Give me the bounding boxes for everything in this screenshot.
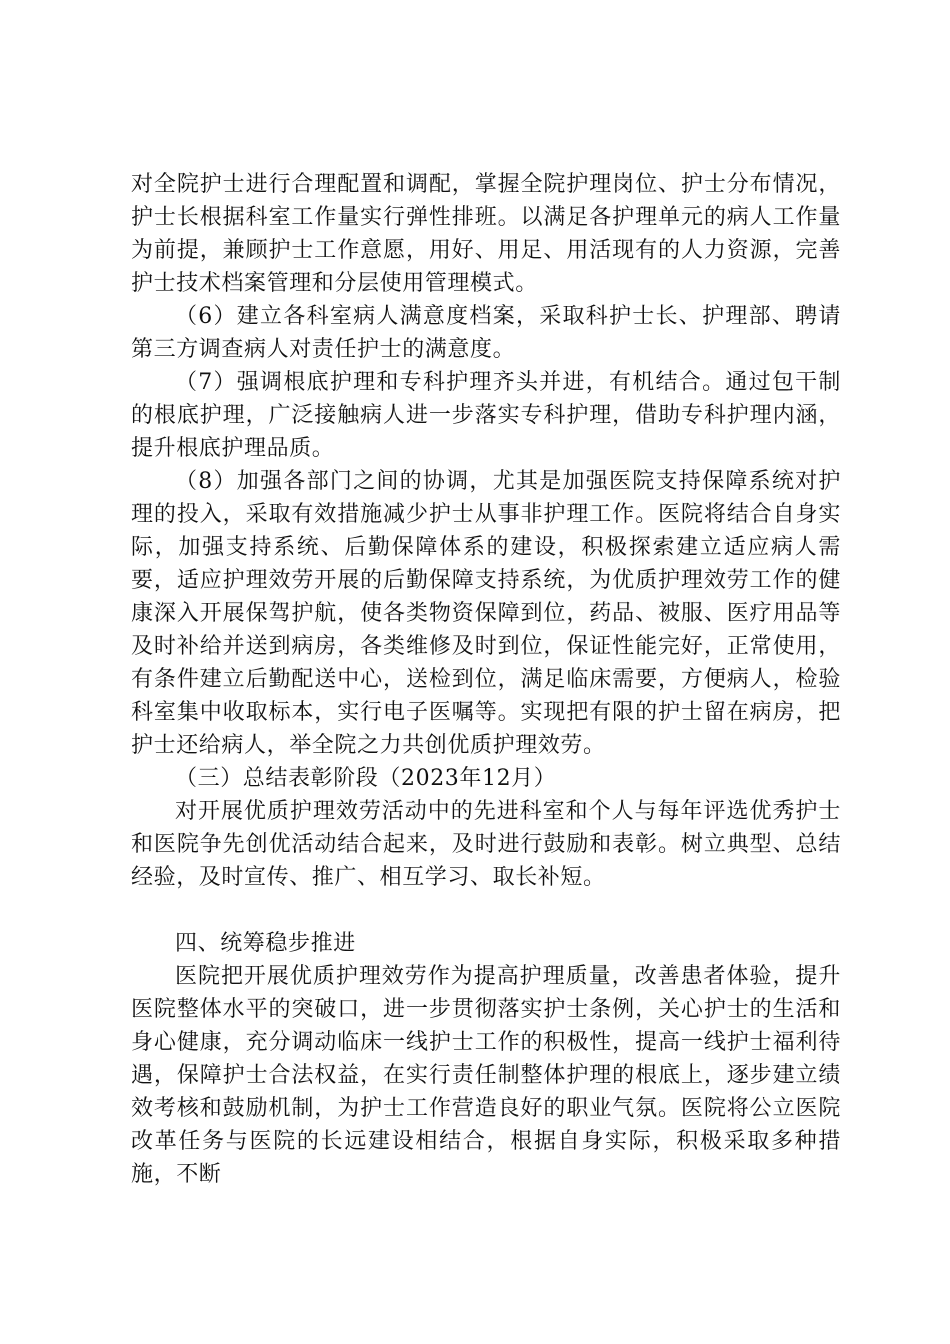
- section-heading-four: 四、统筹稳步推进: [175, 931, 356, 956]
- section-heading-summary: （三）总结表彰阶段（2023年12月）: [175, 766, 557, 791]
- paragraph-item-6: （6）建立各科室病人满意度档案，采取科护士长、护理部、聘请第三方调查病人对责任护士的满意度。: [131, 304, 841, 362]
- document-body: [131, 168, 841, 1191]
- paragraph-coordination: 医院把开展优质护理效劳作为提高护理质量，改善患者体验，提升医院整体水平的突破口，进一步贯彻落实护士条例，关心护士的生活和身心健康，充分调动临床一线护士工作的积极性，提高一线护士福利待遇，保障护士合法权益，在实行责任制整体护理的根底上，逐步建立绩效考核和鼓励机制，为护士工作营造良好的职业气氛。医院将公立医院改革任务与医院的长远建设相结合，根据自身实际，积极采取多种措施，不断: [131, 964, 841, 1187]
- paragraph-item-7: （7）强调根底护理和专科护理齐头并进，有机结合。通过包干制的根底护理，广泛接触病人进一步落实专科护理，借助专科护理内涵，提升根底护理品质。: [131, 370, 841, 461]
- paragraph-item-8: （8）加强各部门之间的协调，尤其是加强医院支持保障系统对护理的投入，采取有效措施减少护士从事非护理工作。医院将结合自身实际，加强支持系统、后勤保障体系的建设，积极探索建立适应病人需要，适应护理效劳开展的后勤保障支持系统，为优质护理效劳工作的健康深入开展保驾护航，使各类物资保障到位，药品、被服、医疗用品等及时补给并送到病房，各类维修及时到位，保证性能完好，正常使用，有条件建立后勤配送中心，送检到位，满足临床需要，方便病人，检验科室集中收取标本，实行电子医嘱等。实现把有限的护士留在病房，把护士还给病人，举全院之力共创优质护理效劳。: [131, 469, 841, 758]
- paragraph-summary: 对开展优质护理效劳活动中的先进科室和个人与每年评选优秀护士和医院争先创优活动结合起来，及时进行鼓励和表彰。树立典型、总结经验，及时宣传、推广、相互学习、取长补短。: [131, 799, 841, 890]
- paragraph-staffing: 对全院护士进行合理配置和调配，掌握全院护理岗位、护士分布情况，护士长根据科室工作量实行弹性排班。以满足各护理单元的病人工作量为前提，兼顾护士工作意愿，用好、用足、用活现有的人力资源，完善护士技术档案管理和分层使用管理模式。: [131, 172, 841, 296]
- blank-line: [131, 894, 841, 927]
